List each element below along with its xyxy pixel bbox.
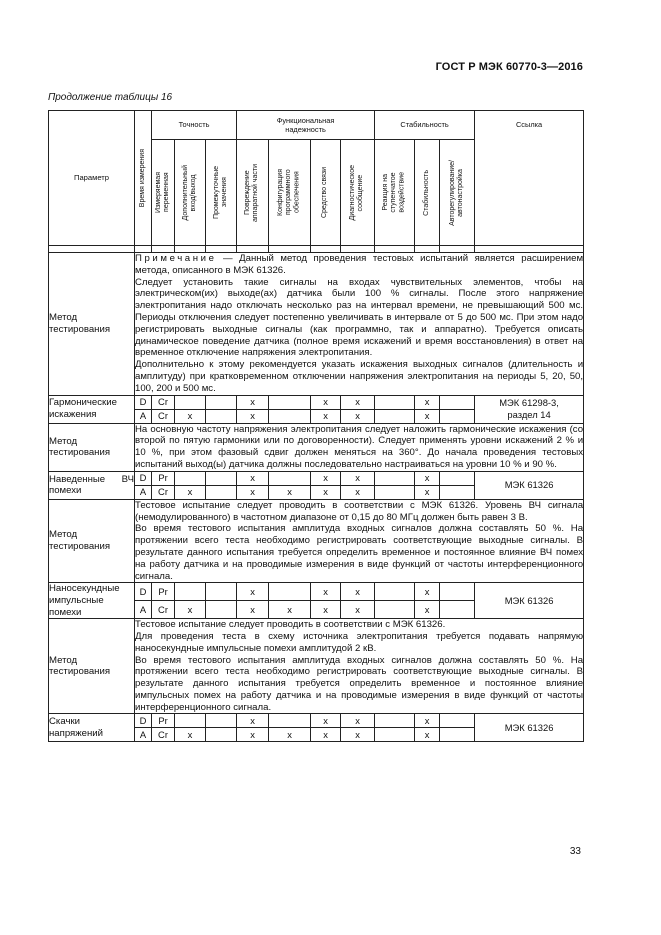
auto-cell (440, 583, 475, 601)
step-cell (375, 485, 415, 499)
stab-cell: x (415, 728, 440, 742)
parameter-name: Метод тестирования (49, 253, 135, 396)
software-cell (269, 714, 311, 728)
stepwise-response-header: Реакция на ступенчатое воздействие (375, 140, 415, 246)
software-cell (269, 409, 311, 423)
method-paragraph: Тестовое испытание следует проводить в соответствии с МЭК 61326. (135, 619, 446, 631)
time-cell: A (135, 409, 152, 423)
comm-cell: x (311, 395, 341, 409)
stab-cell: x (415, 485, 440, 499)
step-cell (375, 409, 415, 423)
stab-cell: x (415, 714, 440, 728)
hardware-cell: x (237, 601, 269, 619)
comm-cell: x (311, 583, 341, 601)
comm-means-header: Средство связи (311, 140, 341, 246)
time-cell: D (135, 583, 152, 601)
reference-cell: МЭК 61326 (475, 471, 584, 499)
measured-cell: Cr (152, 485, 175, 499)
additional-cell (175, 471, 206, 485)
method-text (135, 253, 584, 396)
diag-cell: x (341, 485, 375, 499)
diag-cell: x (341, 601, 375, 619)
method-paragraph: Тестовое испытание следует проводить в соответствии с МЭК 61326. Уровень ВЧ сигнала (немодулированного) в частотном диапазоне от 0,15 до 80 МГц должен быть равен 3 В. (135, 499, 584, 523)
hardware-cell: x (237, 583, 269, 601)
additional-cell (175, 714, 206, 728)
stability-group-header: Стабильность (375, 111, 475, 140)
measured-variable-header: Измеряемая переменная (152, 140, 175, 246)
method-row (49, 499, 584, 583)
comm-cell: x (311, 601, 341, 619)
auto-cell (440, 409, 475, 423)
data-table (48, 110, 584, 742)
measured-cell: Cr (152, 728, 175, 742)
method-paragraph: Во время тестового испытания амплитуда входных сигналов должна составлять 50 %. На протяжении всего теста необходимо регистрировать соответствующие выходные сигналы. В результате данного испытания требуется определить временное и постоянное влияние ВЧ помех на работу датчика и на проводимые измерения в виде функций от частоты интерференционного сигнала. (135, 523, 584, 582)
hardware-cell: x (237, 728, 269, 742)
data-row-d (49, 714, 584, 728)
data-row-d (49, 583, 584, 601)
step-cell (375, 728, 415, 742)
intermediate-values-header: Промежуточные значения (206, 140, 237, 246)
reference-cell: МЭК 61298-3, раздел 14 (475, 395, 584, 423)
measured-cell: Pr (152, 471, 175, 485)
additional-cell: x (175, 485, 206, 499)
step-cell (375, 601, 415, 619)
method-text (135, 619, 584, 714)
time-cell: A (135, 728, 152, 742)
hardware-cell: x (237, 409, 269, 423)
data-row-d (49, 395, 584, 409)
stab-cell: x (415, 601, 440, 619)
page-number: 33 (569, 846, 581, 857)
auto-cell (440, 395, 475, 409)
diagnostic-message-header: Диагностическое сообщение (341, 140, 375, 246)
method-paragraph: На основную частоту напряжения электропитания следует наложить гармонические искажения (со второй по пятую гармоники или по договоренности). Следует применять уровни искажений 2 % и 10 %, при этом фазовый сдвиг должен меняться на 360°. До начала проведения тестовых испытаний выход(ы) датчика должны последовательно настраиваться на уровни 10 % и 90 %. (135, 423, 584, 470)
method-note: Примечание — Данный метод проведения тестовых испытаний является расширением метода, описанного в МЭК 61326. (135, 253, 584, 276)
diag-cell: x (341, 583, 375, 601)
additional-cell: x (175, 409, 206, 423)
stab-cell: x (415, 471, 440, 485)
intermediate-cell (206, 728, 237, 742)
diag-cell: x (341, 714, 375, 728)
auto-cell (440, 714, 475, 728)
measured-cell: Cr (152, 395, 175, 409)
measured-cell: Pr (152, 714, 175, 728)
intermediate-cell (206, 409, 237, 423)
method-paragraph: Следует установить такие сигналы на входах чувствительных элементов, чтобы на электрическом(их) выходе(ах) датчика были 100 % сигналы. После этого напряжение электропитания надо отключать несколько раз на интервал времени, не превышающий 500 мс. Периоды отключения следует постепенно увеличивать в интервале от 5 до 500 мс. При этом надо регистрировать выходные сигналы (как программно, так и аппаратно). Требуется описать динамическое поведение датчика (полное время искажений и время восстановления) в ответ на временное отключение напряжения электропитания. (135, 276, 584, 359)
method-row (49, 619, 584, 714)
parameter-name: Метод тестирования (49, 499, 135, 583)
time-cell: D (135, 471, 152, 485)
reference-cell: МЭК 61326 (475, 714, 584, 742)
diag-cell: x (341, 728, 375, 742)
method-paragraph: Дополнительно к этому рекомендуется указать искажения выходных сигналов (длительность и амплитуду) при кратковременном отключении напряжения электропитания на периоды 5, 20, 50, 100, 200 и 500 мс. (135, 359, 584, 394)
time-cell: D (135, 395, 152, 409)
hardware-cell: x (237, 395, 269, 409)
intermediate-cell (206, 395, 237, 409)
software-cell (269, 471, 311, 485)
time-cell: D (135, 714, 152, 728)
document-header: ГОСТ Р МЭК 60770-3—2016 (435, 61, 583, 73)
step-cell (375, 714, 415, 728)
software-cell (269, 395, 311, 409)
software-cell: x (269, 601, 311, 619)
stab-cell: x (415, 583, 440, 601)
measured-cell: Cr (152, 409, 175, 423)
time-cell: A (135, 485, 152, 499)
comm-cell: x (311, 728, 341, 742)
reference-cell: МЭК 61326 (475, 583, 584, 619)
auto-adjustment-header: Авторегулирование/ автонастройка (440, 140, 475, 246)
hardware-cell: x (237, 471, 269, 485)
software-cell: x (269, 728, 311, 742)
auto-cell (440, 601, 475, 619)
comm-cell: x (311, 714, 341, 728)
intermediate-cell (206, 485, 237, 499)
method-row (49, 423, 584, 471)
additional-io-header: Дополнительный вход/выход (175, 140, 206, 246)
time-cell: A (135, 601, 152, 619)
hardware-damage-header: Повреждение аппаратной части (237, 140, 269, 246)
method-row (49, 253, 584, 396)
step-cell (375, 395, 415, 409)
parameter-name: Наведенные ВЧ помехи (49, 471, 135, 499)
hardware-cell: x (237, 714, 269, 728)
parameter-name: Метод тестирования (49, 423, 135, 471)
software-config-header: Конфигурация программного обеспечения (269, 140, 311, 246)
comm-cell: x (311, 471, 341, 485)
intermediate-cell (206, 601, 237, 619)
stab-cell: x (415, 395, 440, 409)
method-paragraph: Для проведения теста в схему источника электропитания требуется подавать напрямую наносекундные импульсные помехи амплитудой 2 кВ. (135, 630, 584, 654)
method-paragraph: Во время тестового испытания амплитуда входных сигналов должна составлять 50 %. На протяжении всего теста необходимо регистрировать соответствующие выходные сигналы. В результате данного испытания требуется определить временное и постоянное влияние импульсных помех на работу датчика и на проводимые измерения в виде функций от частоты интерференционного сигнала. (135, 654, 584, 713)
diag-cell: x (341, 409, 375, 423)
additional-cell: x (175, 728, 206, 742)
reliability-group-header: Функциональная надежность (237, 111, 375, 140)
measured-cell: Cr (152, 601, 175, 619)
stab-cell: x (415, 409, 440, 423)
parameter-name: Гармонические искажения (49, 395, 135, 423)
method-text (135, 423, 584, 471)
additional-cell (175, 395, 206, 409)
time-header: Время измерения (135, 111, 152, 246)
accuracy-group-header: Точность (152, 111, 237, 140)
comm-cell: x (311, 409, 341, 423)
intermediate-cell (206, 471, 237, 485)
intermediate-cell (206, 583, 237, 601)
diag-cell: x (341, 395, 375, 409)
auto-cell (440, 485, 475, 499)
diag-cell: x (341, 471, 375, 485)
additional-cell (175, 583, 206, 601)
additional-cell: x (175, 601, 206, 619)
parameter-name: Метод тестирования (49, 619, 135, 714)
step-cell (375, 471, 415, 485)
parameter-header: Параметр (49, 111, 135, 246)
data-row-d (49, 471, 584, 485)
parameter-name: Наносекундные импульсные помехи (49, 583, 135, 619)
measured-cell: Pr (152, 583, 175, 601)
step-cell (375, 583, 415, 601)
software-cell (269, 583, 311, 601)
table-caption: Продолжение таблицы 16 (48, 92, 173, 103)
auto-cell (440, 471, 475, 485)
method-text (135, 499, 584, 583)
parameter-name: Скачки напряжений (49, 714, 135, 742)
spacer-row (49, 246, 584, 253)
software-cell: x (269, 485, 311, 499)
hardware-cell: x (237, 485, 269, 499)
auto-cell (440, 728, 475, 742)
stability-header: Стабильность (415, 140, 440, 246)
comm-cell: x (311, 485, 341, 499)
intermediate-cell (206, 714, 237, 728)
reference-header: Ссылка (475, 111, 584, 246)
